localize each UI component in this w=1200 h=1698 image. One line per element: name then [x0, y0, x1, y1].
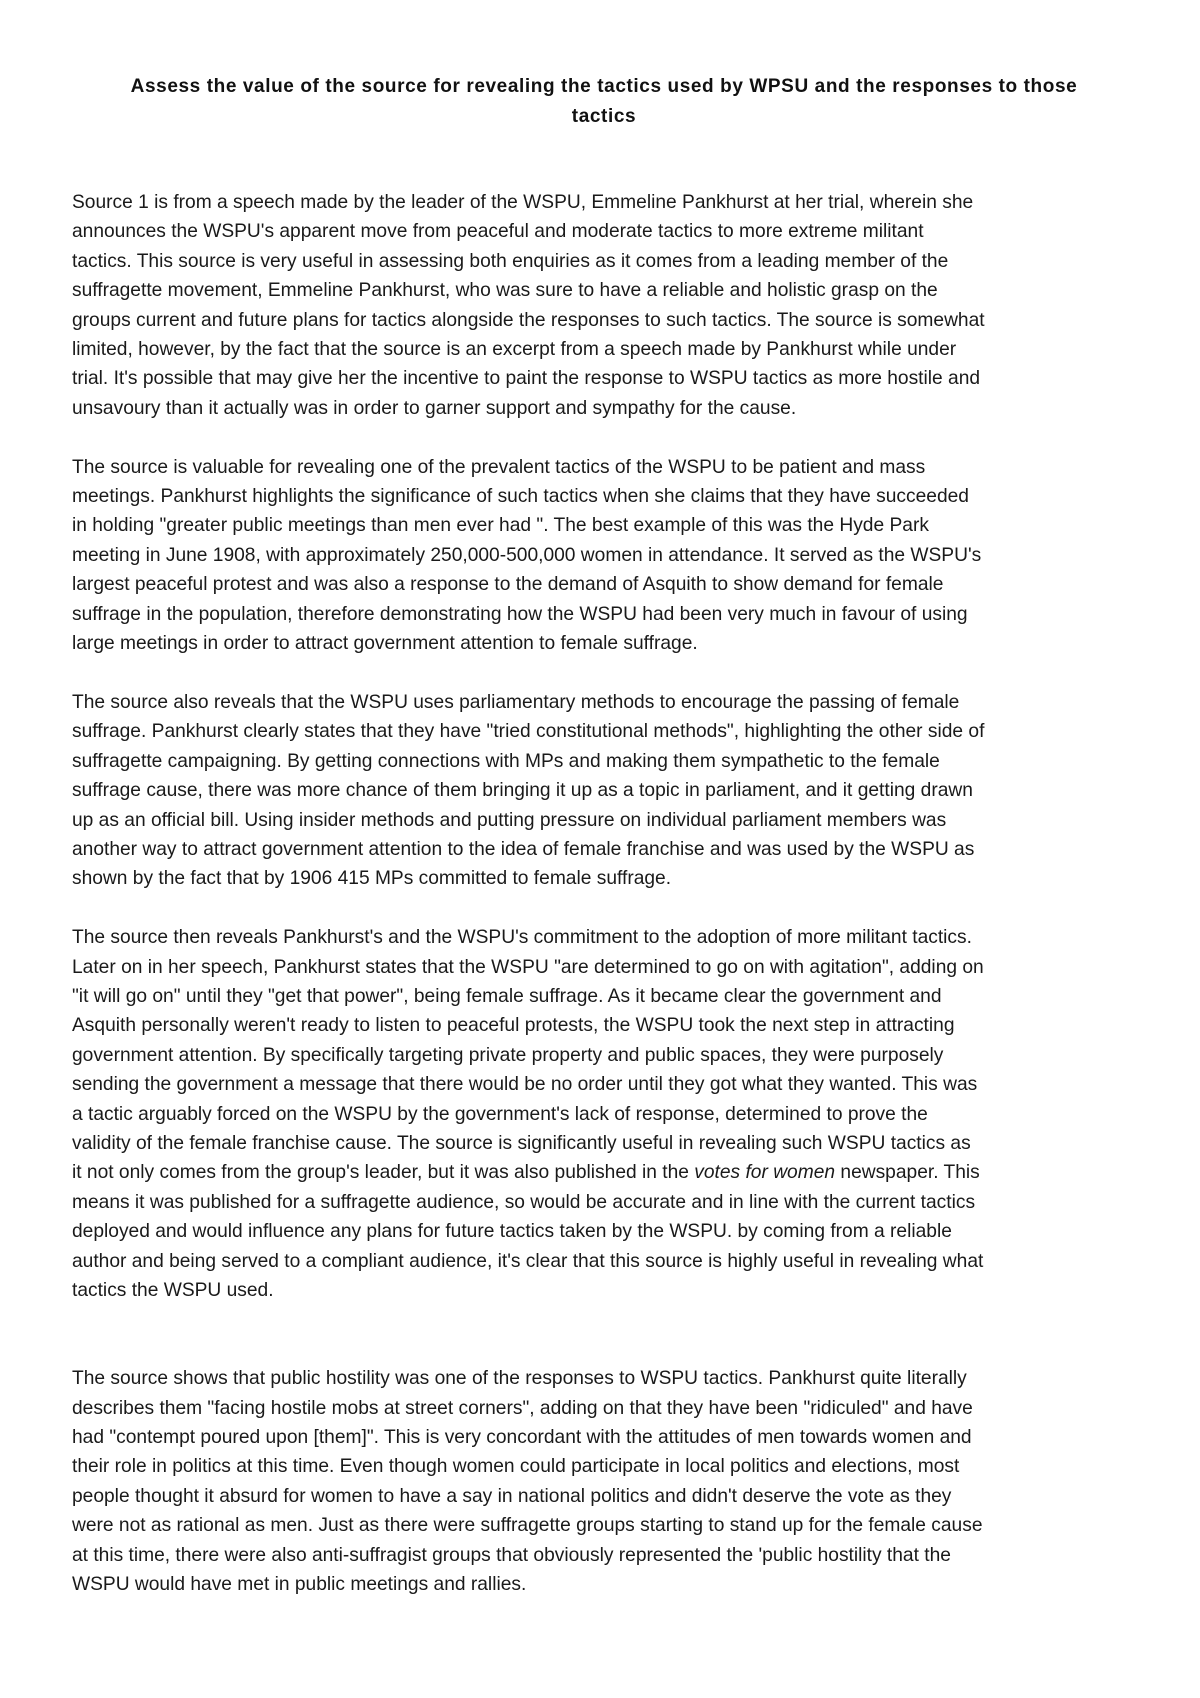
text-line: validity of the female franchise cause. The source is significantly useful in revealing such WSPU tactics as: [72, 1132, 971, 1154]
paragraph-source-overview: [72, 188, 1136, 423]
text-line: had "contempt poured upon [them]". This is very concordant with the attitudes of men towards women and: [72, 1427, 972, 1448]
text-line: suffrage cause, there was more chance of them bringing it up as a topic in parliament, and it getting drawn: [72, 780, 973, 802]
text-line: largest peaceful protest and was also a response to the demand of Asquith to show demand for female: [72, 574, 944, 596]
text-line: meeting in June 1908, with approximately 250,000-500,000 women in attendance. It served as the WSPU's: [72, 544, 982, 566]
text-line-with-italic: [72, 1158, 1136, 1187]
text-line: Asquith personally weren't ready to listen to peaceful protests, the WSPU took the next step in attracting: [72, 1015, 955, 1037]
text-line: "it will go on" until they "get that power", being female suffrage. As it became clear the government and: [72, 985, 942, 1007]
document-body: [72, 188, 1136, 1629]
text-line: suffragette campaigning. By getting connections with MPs and making them sympathetic to the female: [72, 750, 940, 772]
text-line: tactics the WSPU used.: [72, 1279, 274, 1301]
text-line: means it was published for a suffragette audience, so would be accurate and in line with the current tactics: [72, 1191, 976, 1213]
text-line: deployed and would influence any plans for future tactics taken by the WSPU. by coming from a reliable: [72, 1221, 952, 1243]
text-line: WSPU would have met in public meetings and rallies.: [72, 1574, 527, 1596]
newspaper-title: votes for women: [694, 1162, 836, 1184]
text-run: newspaper. This: [835, 1162, 980, 1184]
paragraph-parliamentary-methods: [72, 688, 1136, 894]
text-line: announces the WSPU's apparent move from peaceful and moderate tactics to more extreme militant: [72, 221, 924, 243]
text-line: The source also reveals that the WSPU uses parliamentary methods to encourage the passing of female: [72, 691, 960, 713]
text-line: author and being served to a compliant audience, it's clear that this source is highly useful in revealing what: [72, 1250, 984, 1272]
text-line: limited, however, by the fact that the source is an excerpt from a speech made by Pankhurst while under: [72, 339, 957, 361]
text-line: describes them "facing hostile mobs at street corners", adding on that they have been "ridiculed" and have: [72, 1397, 973, 1419]
text-line: shown by the fact that by 1906 415 MPs committed to female suffrage.: [72, 868, 672, 890]
text-line: groups current and future plans for tactics alongside the responses to such tactics. The source is somewhat: [72, 309, 985, 331]
title-line: tactics: [571, 106, 637, 127]
text-line: at this time, there were also anti-suffragist groups that obviously represented the 'public hostility that the: [72, 1544, 951, 1566]
text-line: up as an official bill. Using insider methods and putting pressure on individual parliament members was: [72, 809, 947, 831]
text-line: sending the government a message that there would be no order until they got what they wanted. This was: [72, 1074, 978, 1096]
text-line: unsavoury than it actually was in order to garner support and sympathy for the cause.: [72, 397, 797, 419]
text-run: it not only comes from the group's leader, but it was also published in the: [72, 1162, 695, 1184]
document-title: [72, 72, 1136, 132]
text-line: meetings. Pankhurst highlights the significance of such tactics when she claims that they have succeeded: [72, 486, 969, 508]
text-line: another way to attract government attention to the idea of female franchise and was used by the WSPU as: [72, 838, 975, 860]
text-line: suffragette movement, Emmeline Pankhurst, who was sure to have a reliable and holistic grasp on the: [72, 280, 938, 302]
text-line: large meetings in order to attract government attention to female suffrage.: [72, 633, 698, 655]
paragraph-public-hostility: [72, 1364, 1136, 1599]
paragraph-mass-meetings: [72, 453, 1136, 659]
text-line: people thought it absurd for women to have a say in national politics and didn't deserve the vote as they: [72, 1485, 952, 1507]
text-line: suffrage. Pankhurst clearly states that they have "tried constitutional methods", highlighting the other side of: [72, 721, 985, 743]
text-line: government attention. By specifically targeting private property and public spaces, they were purposely: [72, 1044, 944, 1066]
text-line: The source is valuable for revealing one of the prevalent tactics of the WSPU to be patient and mass: [72, 456, 926, 478]
text-line: in holding "greater public meetings than men ever had ". The best example of this was the Hyde Park: [72, 515, 929, 537]
title-line: Assess the value of the source for revealing the tactics used by WPSU and the responses to those: [130, 76, 1078, 97]
text-line: suffrage in the population, therefore demonstrating how the WSPU had been very much in favour of using: [72, 603, 968, 625]
text-line: were not as rational as men. Just as there were suffragette groups starting to stand up for the female cause: [72, 1515, 983, 1537]
text-line: a tactic arguably forced on the WSPU by the government's lack of response, determined to prove the: [72, 1103, 928, 1125]
paragraph-militant-tactics: [72, 923, 1136, 1305]
text-line: The source shows that public hostility was one of the responses to WSPU tactics. Pankhurst quite literally: [72, 1368, 967, 1390]
text-line: The source then reveals Pankhurst's and the WSPU's commitment to the adoption of more militant tactics.: [72, 927, 972, 949]
text-line: tactics. This source is very useful in assessing both enquiries as it comes from a leading member of the: [72, 250, 949, 272]
text-line: trial. It's possible that may give her the incentive to paint the response to WSPU tactics as more hostile and: [72, 368, 981, 390]
text-line: Source 1 is from a speech made by the leader of the WSPU, Emmeline Pankhurst at her trial, wherein she: [72, 192, 974, 213]
text-line: Later on in her speech, Pankhurst states that the WSPU "are determined to go on with agitation", adding on: [72, 956, 984, 978]
text-line: their role in politics at this time. Even though women could participate in local politics and elections, most: [72, 1456, 960, 1478]
